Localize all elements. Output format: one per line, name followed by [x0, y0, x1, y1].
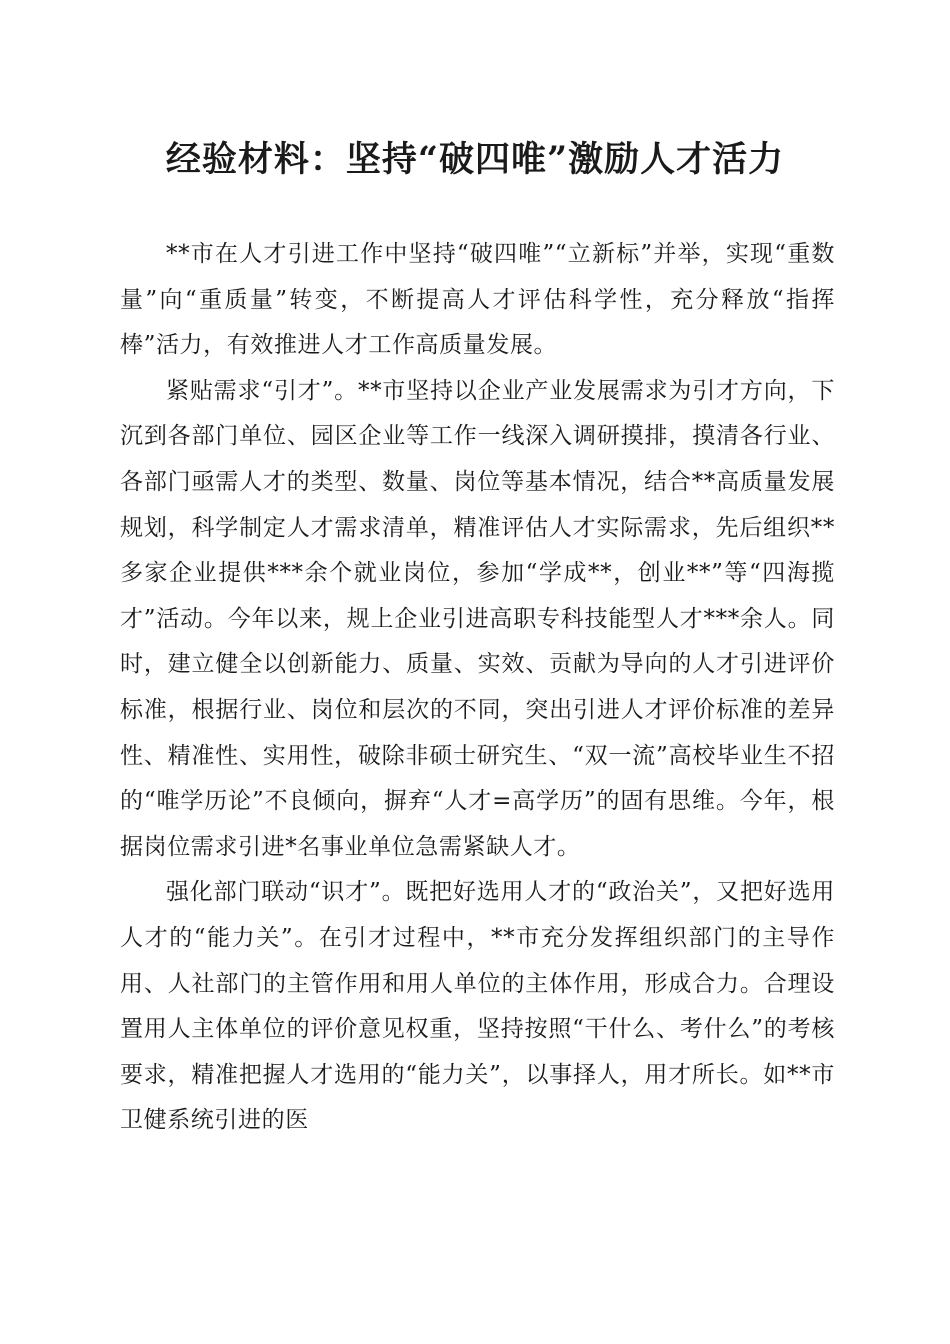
document-body: [120, 232, 835, 1144]
document-title: 经验材料：坚持“破四唯”激励人才活力: [165, 139, 785, 180]
paragraph-attract-talent: 紧贴需求“引才”。**市坚持以企业产业发展需求为引才方向，下沉到各部门单位、园区企业等工作一线深入调研摸排，摸清各行业、各部门亟需人才的类型、数量、岗位等基本情况，结合**高质量发展规划，科学制定人才需求清单，精准评估人才实际需求，先后组织**多家企业提供***余个就业岗位，参加“学成**，创业**”等“四海揽才”活动。今年以来，规上企业引进高职专科技能型人才***余人。同时，建立健全以创新能力、质量、实效、贡献为导向的人才引进评价标准，根据行业、岗位和层次的不同，突出引进人才评价标准的差异性、精准性、实用性，破除非硕士研究生、“双一流”高校毕业生不招的“唯学历论”不良倾向，摒弃“人才=高学历”的固有思维。今年，根据岗位需求引进*名事业单位急需紧缺人才。: [120, 377, 835, 860]
paragraph-identify-talent: 强化部门联动“识才”。既把好选用人才的“政治关”，又把好选用人才的“能力关”。在引才过程中，**市充分发挥组织部门的主导作用、人社部门的主管作用和用人单位的主体作用，形成合力。合理设置用人主体单位的评价意见权重，坚持按照“干什么、考什么”的考核要求，精准把握人才选用的“能力关”，以事择人，用才所长。如**市卫健系统引进的医: [120, 879, 835, 1134]
paragraph-intro: **市在人才引进工作中坚持“破四唯”“立新标”并举，实现“重数量”向“重质量”转变，不断提高人才评估科学性，充分释放“指挥棒”活力，有效推进人才工作高质量发展。: [120, 241, 835, 359]
